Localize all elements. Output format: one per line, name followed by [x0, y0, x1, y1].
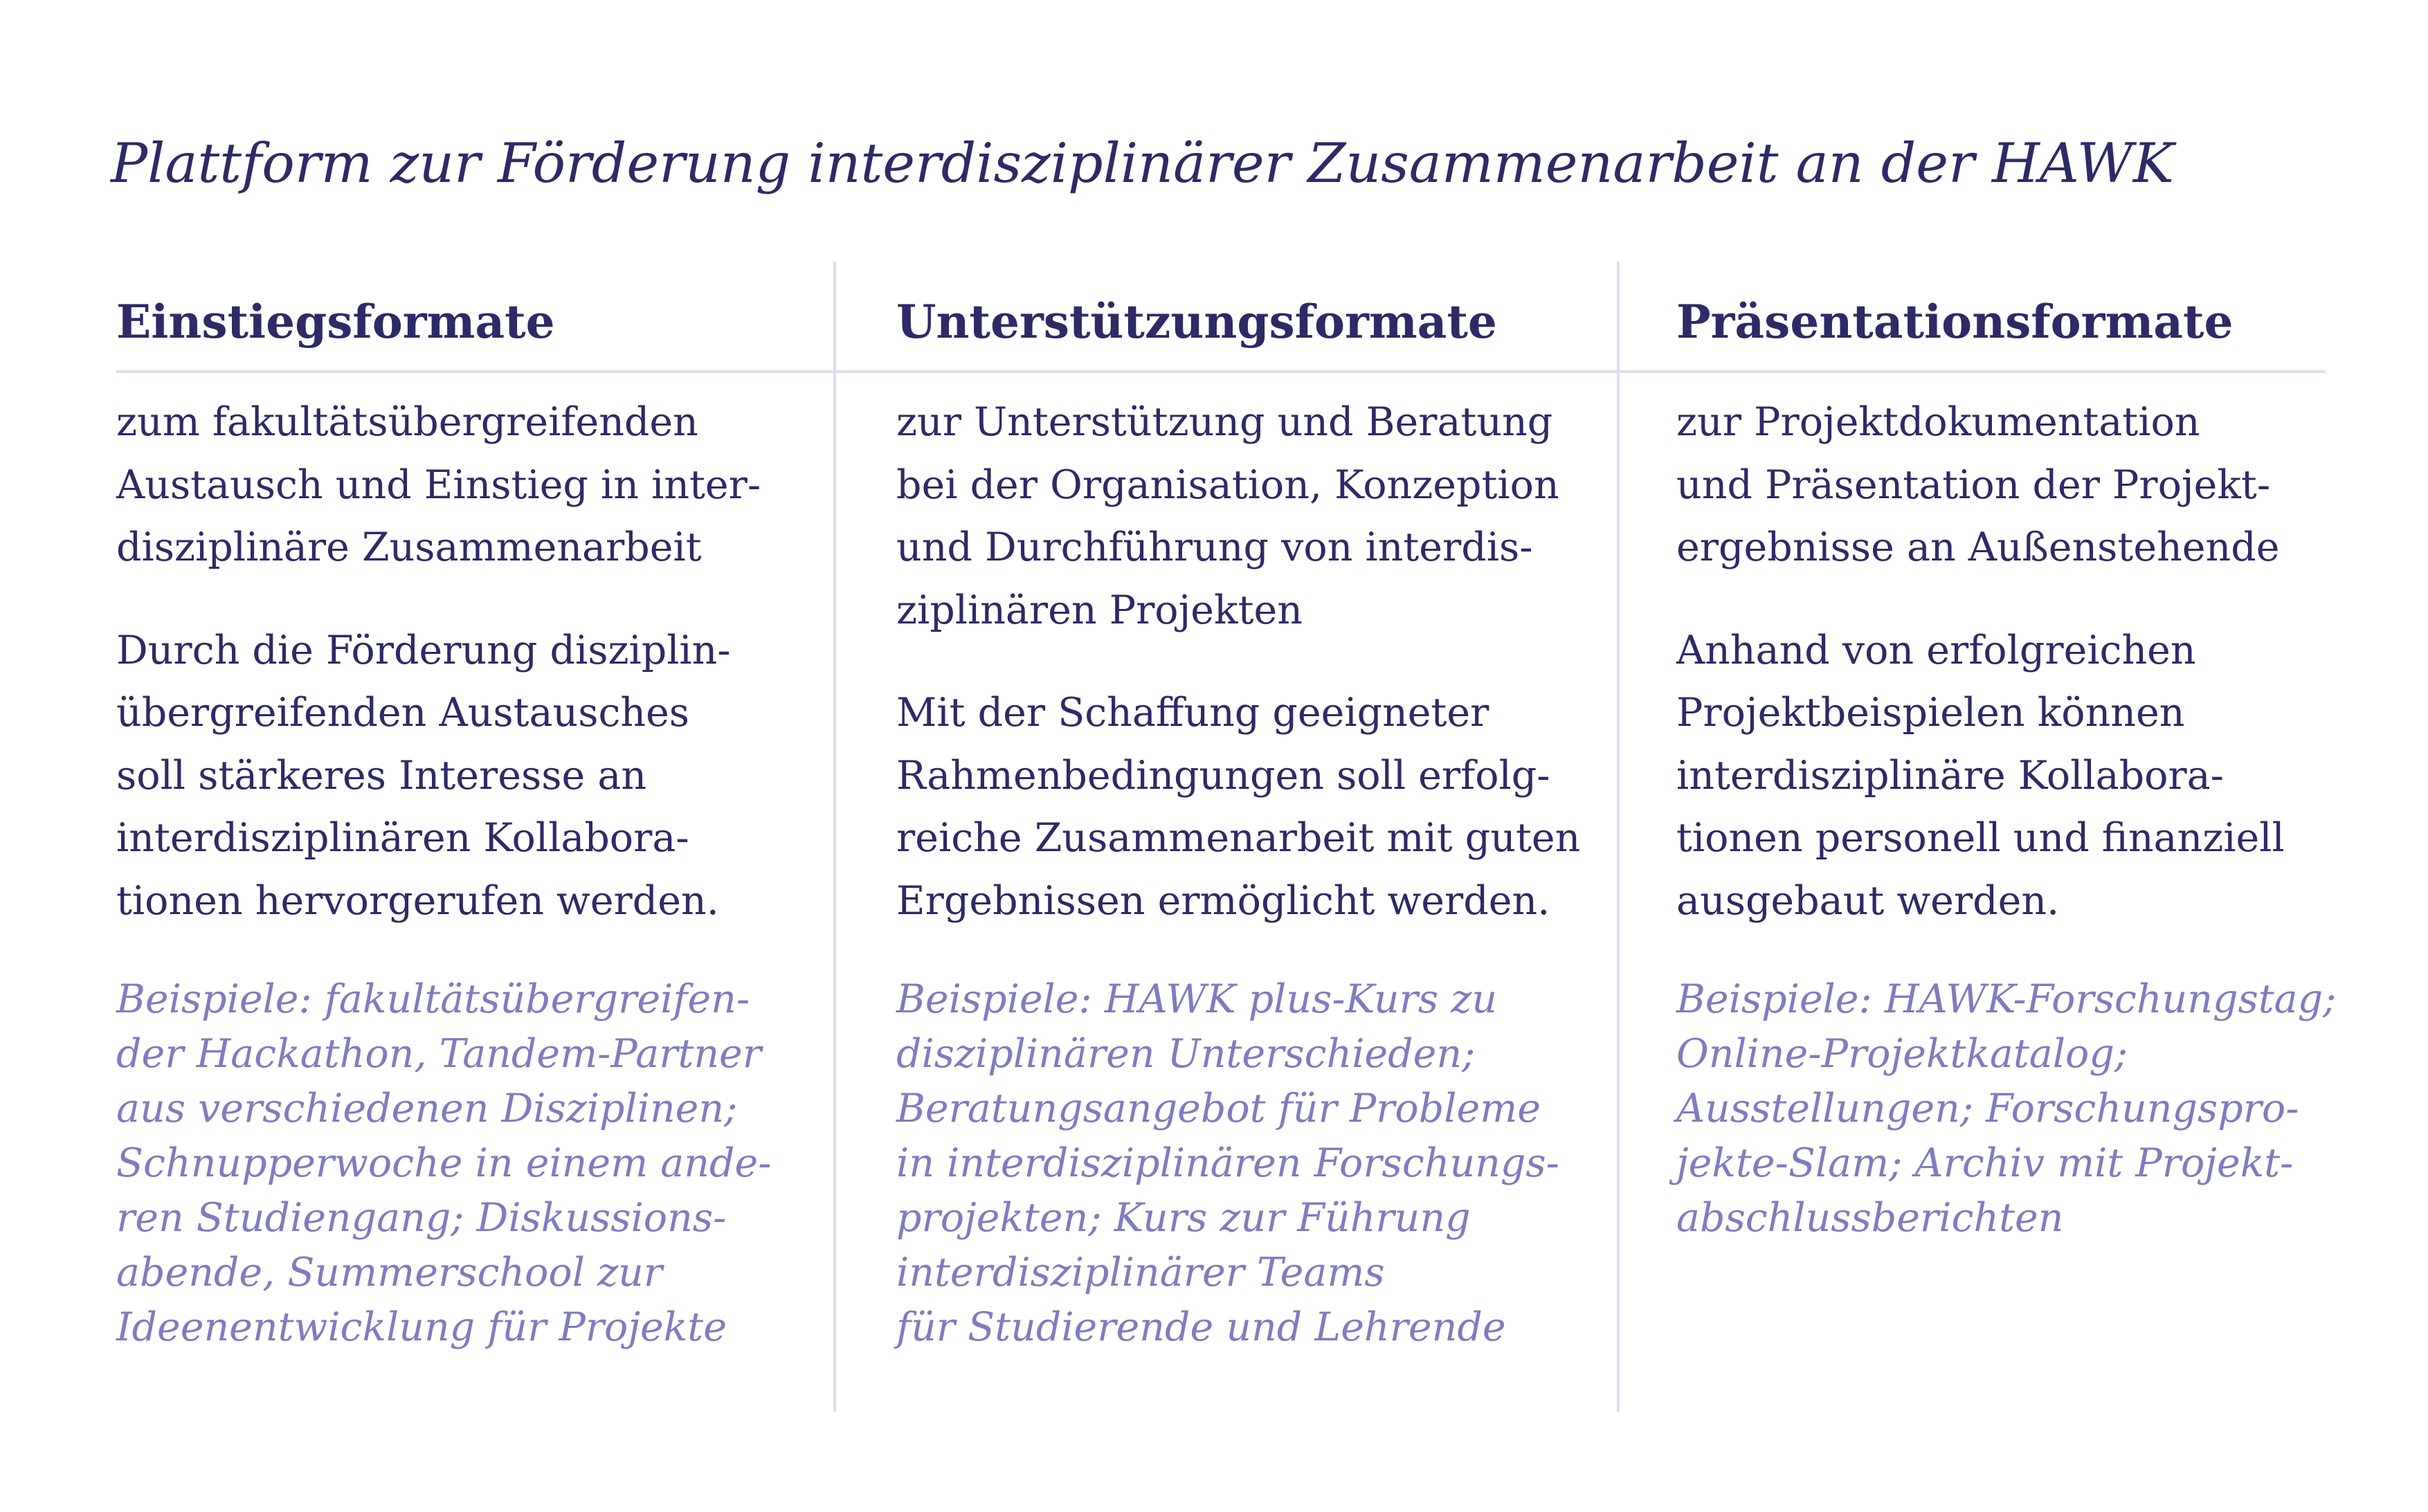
text-line: Austausch und Einstieg in inter-: [116, 462, 761, 508]
text-line: ergebnisse an Außenstehende: [1676, 525, 2280, 570]
text-line: interdisziplinären Kollabora-: [116, 815, 689, 861]
text-line: Durch die Förderung disziplin-: [116, 627, 731, 673]
column-lead-text: [1676, 391, 2336, 579]
text-line: disziplinäre Zusammenarbeit: [116, 525, 702, 570]
text-line: Ergebnissen ermöglicht werden.: [896, 877, 1550, 924]
column-examples: [116, 972, 771, 1355]
text-line: Projektbeispielen können: [1676, 690, 2185, 736]
text-line: und Durchführung von interdis-: [896, 525, 1533, 570]
column-heading: Unterstützungsformate: [896, 295, 1497, 349]
column-lead-text: [116, 391, 771, 579]
text-line: abschlussberichten: [1676, 1195, 2064, 1241]
column-heading: Präsentationsformate: [1676, 295, 2234, 349]
page-title: Plattform zur Förderung interdisziplinärer Zusammenarbeit an der HAWK: [111, 131, 2174, 195]
column-body-text: [116, 619, 771, 933]
column-body-text: [896, 682, 1580, 932]
text-line: interdisziplinäre Kollabora-: [1676, 752, 2224, 799]
text-line: zur Unterstützung und Beratung: [896, 399, 1553, 445]
column-heading: Einstiegsformate: [116, 295, 555, 349]
text-line: der Hackathon, Tandem-Partner: [116, 1031, 762, 1077]
column-body-text: [1676, 619, 2336, 933]
text-line: Mit der Schaffung geeigneter: [896, 690, 1489, 736]
text-line: reiche Zusammenarbeit mit guten: [896, 815, 1581, 861]
text-line: abende, Summerschool zur: [116, 1250, 663, 1295]
text-line: und Präsentation der Projekt-: [1676, 462, 2271, 508]
text-line: bei der Organisation, Konzeption: [896, 462, 1559, 508]
text-line: projekten; Kurs zur Führung: [896, 1195, 1471, 1241]
text-line: für Studierende und Lehrende: [896, 1304, 1506, 1350]
text-line: Beispiele: HAWK-Forschungstag;: [1676, 976, 2337, 1022]
text-line: übergreifenden Austausches: [116, 690, 690, 736]
text-line: Anhand von erfolgreichen: [1676, 627, 2196, 673]
column-praesentationsformate: [1676, 287, 2336, 1246]
text-line: Schnupperwoche in einem ande-: [116, 1140, 772, 1186]
text-line: ren Studiengang; Diskussions-: [116, 1195, 727, 1241]
text-line: soll stärkeres Interesse an: [116, 752, 647, 799]
column-divider-1: [833, 262, 836, 1412]
column-divider-2: [1617, 262, 1620, 1412]
column-examples: [1676, 972, 2336, 1246]
text-line: aus verschiedenen Disziplinen;: [116, 1086, 738, 1131]
column-unterstuetzungsformate: [896, 287, 1580, 1355]
text-line: Beispiele: HAWK plus-Kurs zu: [896, 976, 1498, 1022]
text-line: ausgebaut werden.: [1676, 877, 2060, 924]
text-line: Ideenentwicklung für Projekte: [116, 1304, 727, 1350]
column-examples: [896, 972, 1580, 1355]
text-line: jekte-Slam; Archiv mit Projekt-: [1676, 1140, 2294, 1186]
text-line: Beratungsangebot für Probleme: [896, 1086, 1541, 1131]
text-line: zur Projektdokumentation: [1676, 399, 2200, 445]
text-line: Beispiele: fakultätsübergreifen-: [116, 976, 750, 1022]
text-line: Rahmenbedingungen soll erfolg-: [896, 752, 1550, 799]
text-line: zum fakultätsübergreifenden: [116, 399, 698, 445]
text-line: ziplinären Projekten: [896, 587, 1303, 633]
text-line: disziplinären Unterschieden;: [896, 1031, 1476, 1077]
text-line: tionen hervorgerufen werden.: [116, 877, 719, 924]
text-line: in interdisziplinären Forschungs-: [896, 1140, 1559, 1186]
column-einstiegsformate: [116, 287, 771, 1355]
text-line: Online-Projektkatalog;: [1676, 1031, 2128, 1077]
text-line: interdisziplinärer Teams: [896, 1250, 1385, 1295]
text-line: Ausstellungen; Forschungspro-: [1676, 1086, 2299, 1131]
column-lead-text: [896, 391, 1580, 641]
text-line: tionen personell und finanziell: [1676, 815, 2285, 861]
